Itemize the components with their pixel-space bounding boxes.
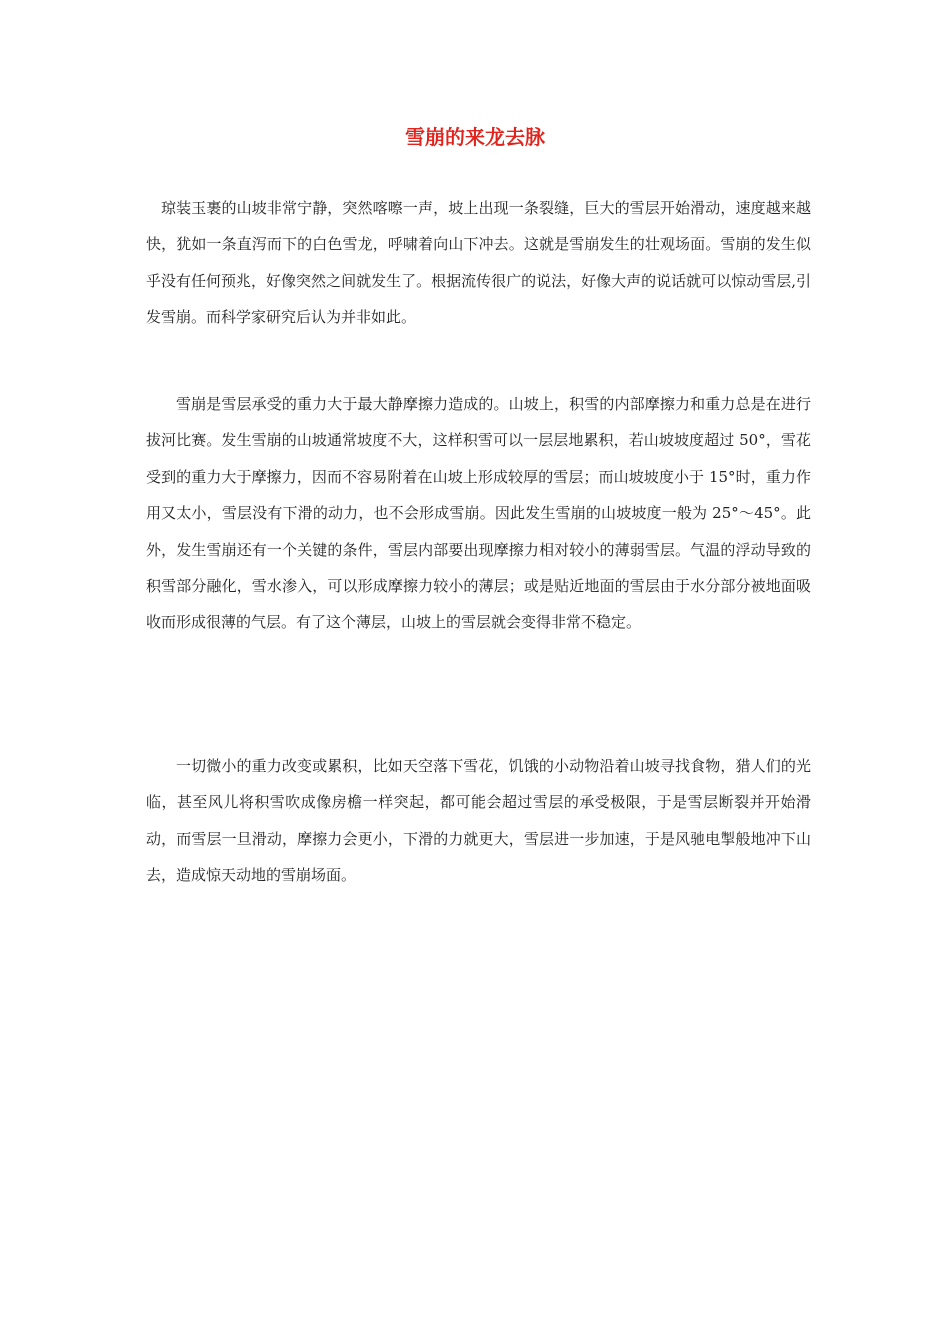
paragraph-2: 雪崩是雪层承受的重力大于最大静摩擦力造成的。山坡上，积雪的内部摩擦力和重力总是在进行拔河比赛。发生雪崩的山坡通常坡度不大，这样积雪可以一层层地累积，若山坡坡度超过 50°，雪花受到的重力大于摩擦力，因而不容易附着在山坡上形成较厚的雪层；而山坡坡度小于 15°时，重力作用又太小，雪层没有下滑的动力，也不会形成雪崩。因此发生雪崩的山坡坡度一般为 25°～45°。此外，发生雪崩还有一个关键的条件，雪层内部要出现摩擦力相对较小的薄弱雪层。气温的浮动导致的积雪部分融化，雪水渗入，可以形成摩擦力较小的薄层；或是贴近地面的雪层由于水分部分被地面吸收而形成很薄的气层。有了这个薄层，山坡上的雪层就会变得非常不稳定。 — [146, 395, 811, 632]
document-title: 雪崩的来龙去脉 — [405, 125, 545, 149]
paragraph-3: 一切微小的重力改变或累积，比如天空落下雪花，饥饿的小动物沿着山坡寻找食物，猎人们的光临，甚至风儿将积雪吹成像房檐一样突起，都可能会超过雪层的承受极限，于是雪层断裂并开始滑动，而雪层一旦滑动，摩擦力会更小，下滑的力就更大，雪层进一步加速，于是风驰电掣般地冲下山去，造成惊天动地的雪崩场面。 — [146, 757, 811, 885]
paragraph-1: 琼装玉裹的山坡非常宁静，突然喀嚓一声，坡上出现一条裂缝，巨大的雪层开始滑动，速度越来越快，犹如一条直泻而下的白色雪龙，呼啸着向山下冲去。这就是雪崩发生的壮观场面。雪崩的发生似乎没有任何预兆，好像突然之间就发生了。根据流传很广的说法，好像大声的说话就可以惊动雪层,引发雪崩。而科学家研究后认为并非如此。 — [146, 199, 811, 327]
